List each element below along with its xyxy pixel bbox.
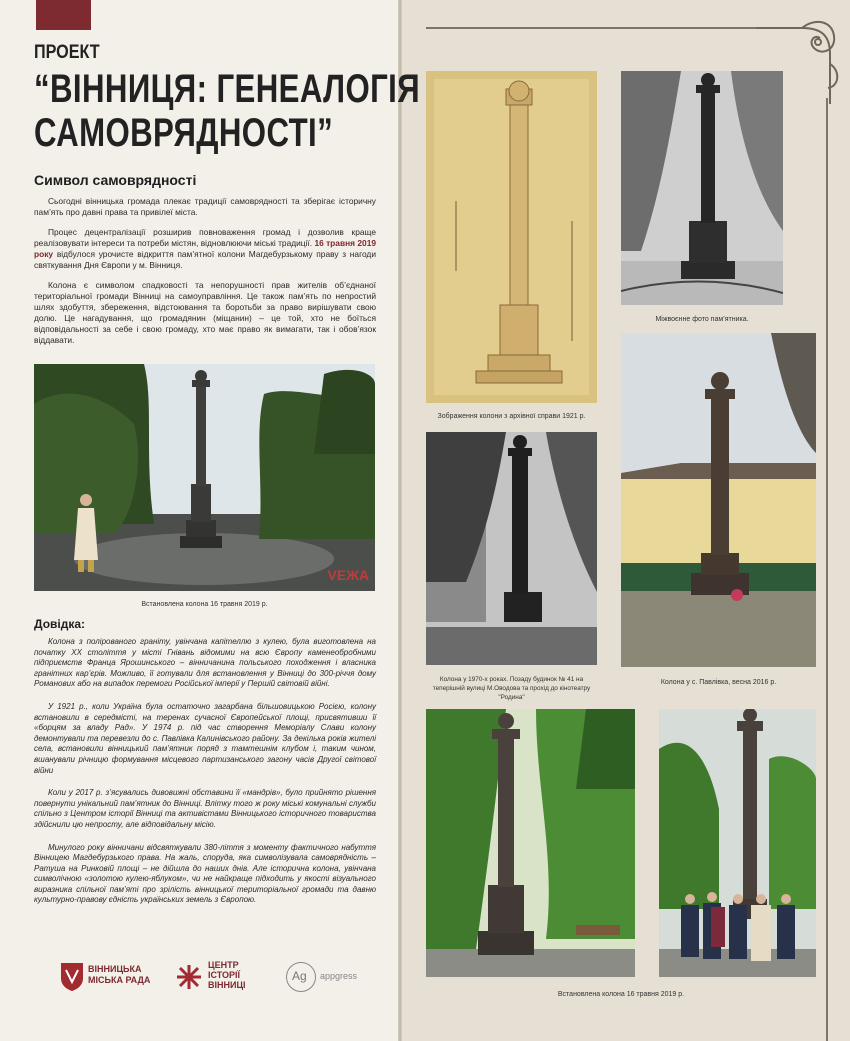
reference-paragraph-4: Минулого року вінничани відсвяткували 380-ліття з моменту фактичного набуття Вінницею Магдебурзького права. На жаль, споруда, яка символізувала самоврядність – Ратуша на Ринковій площі – не дійшла до наших днів. Але історична колона, увінчана символічною «золотою кулею-яблуком», чи не найкраще підходить у якості візуального виразника спільної пам’яті про зрілість вінницької територіальної громади та давню культурно-правову єдність українських земель з Європою. [34, 842, 376, 905]
ag-mark: Ag [292, 969, 307, 983]
main-photo [34, 364, 375, 591]
project-label: ПРОЕКТ [34, 42, 100, 63]
bottom-caption: Встановлена колона 16 травня 2019 р. [557, 991, 685, 998]
council-name-line-1: ВІННИЦЬКА [88, 964, 142, 974]
installed-photo-right [659, 709, 816, 977]
archive-drawing-photo [426, 71, 597, 403]
pavlivka-caption: Колона у с. Павлівка, весна 2016 р. [660, 679, 777, 686]
intro-p2-end: відбулося урочисте відкриття пам’ятної колони Магдебурзькому праву з нагоди святкування Дня Європи у м. Вінниця. [34, 249, 376, 270]
appgress-name: appgress [320, 971, 358, 981]
page-title-line-1: “ВІННИЦЯ: ГЕНЕАЛОГІЯ [34, 67, 421, 111]
main-photo-caption: Встановлена колона 16 травня 2019 р. [141, 601, 268, 608]
opening-date-highlight: 16 травня 2019 року [34, 238, 377, 259]
photo-watermark: VEЖA [327, 567, 369, 583]
center-name-line-2: ІСТОРІЇ [208, 970, 241, 980]
header-accent-tab [36, 0, 91, 30]
reference-text [34, 637, 376, 918]
city-shield-icon [60, 962, 84, 992]
frame-top-line [426, 27, 756, 29]
city-council-logo [58, 960, 158, 994]
interwar-caption: Міжвоєнне фото пам’ятника. [655, 316, 749, 323]
reference-paragraph-2: У 1921 р., коли Україна була остаточно загарбана більшовицькою Росією, колону встановили в середмісті, на теренах сучасної Європейської площі, присвятивши її «борцям за владу Рад». У 1974 р. під час створення Меморіалу Слави колону демонтували та перевезли до с. Павлівка Калинівського району. За декілька років жителі села, встановили вінницький пам’ятник поряд з тамтешнім клубом і, таким чином, вшанували річницю формування місцевого партизанського загону часів Другої світової війни [34, 701, 376, 775]
page-fold [398, 0, 402, 1041]
intro-paragraph-3: Колона є символом спадковості та непорушності прав жителів об’єднаної територіальної громади Вінниці на самоуправління. Це також пам’ять по непростий шлях здобуття, збереження, відстоювання та боротьби за право вирішувати свою долю. Це нагадування, що громадянин (міщанин) – це той, хто не боїться відповідальності за себе і свою громаду, хто має право як вимагати, так і обов’язок віддавати. [34, 280, 376, 345]
center-name-line-3: ВІННИЦІ [208, 980, 246, 990]
history-center-logo [174, 960, 264, 994]
seventies-caption: Колона у 1970-х роках. Позаду будинок № 41 на теперішній вулиці М.Оводова та прохід до кінотеатру "Родина" [432, 676, 591, 701]
appgress-logo [286, 960, 376, 994]
installed-photo-left [426, 709, 635, 977]
frame-right-line [826, 98, 828, 1041]
council-name-line-2: МІСЬКА РАДА [88, 975, 151, 985]
pavlivka-photo [621, 333, 816, 667]
seventies-photo [426, 432, 597, 665]
intro-text [34, 196, 376, 355]
reference-heading: Довідка: [34, 617, 86, 631]
page-title-line-2: САМОВРЯДНОСТІ” [34, 111, 334, 155]
interwar-photo [621, 71, 783, 305]
reference-paragraph-1: Колона з полірованого граніту, увінчана капітеллю з кулею, була виготовлена на початку XX століття у місті Гнівань відомими на всю Європу каменеобробними підприємств Франца Ярошинського – вінничанина польського походження і власника гранітних кар’єрів. Можливо, її готували для встановлення у Вінниці до 300-річчя дому Романових або на випадок перемоги Російської імперії у Першій світовій війні. [34, 637, 376, 689]
center-name-line-1: ЦЕНТР [208, 960, 239, 970]
reference-paragraph-3: Коли у 2017 р. з’ясувались дивовижні обставини її «мандрів», було прийнято рішення повернути унікальний пам’ятник до Вінниці. Влітку того ж року міські комунальні служби спільно з Центром історії Вінниці та активістами Вінницького історичного товариства здійснили цю непросту, але відповідальну місію. [34, 788, 376, 829]
intro-p2-start: Процес децентралізації розширив повноваження громад і дозволив краще реалізовувати інтереси та потреби містян, відновлюючи міські традиції. [34, 227, 376, 248]
intro-paragraph-2 [34, 227, 376, 271]
intro-paragraph-1: Сьогодні вінницька громада плекає традиції самоврядності та зберігає історичну пам’ять про давні права та привілеї міста. [34, 196, 376, 217]
section-heading: Символ самоврядності [34, 172, 197, 188]
star-ornament-icon [174, 962, 204, 992]
archive-caption: Зображення колони з архівної справи 1921 р. [437, 413, 586, 420]
partner-logos [58, 960, 378, 994]
